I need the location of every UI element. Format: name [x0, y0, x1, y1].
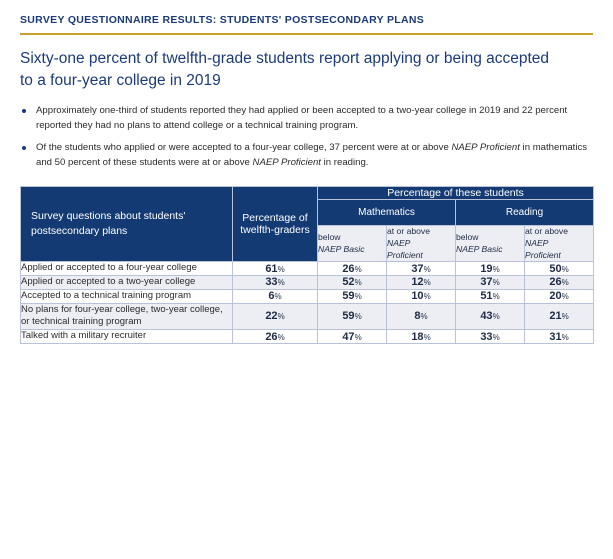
- row-reading-below-basic: [456, 262, 525, 276]
- list-item: Of the students who applied or were accepted to a four-year college, 37 percent were at or above NAEP Proficient in mathematics and 50 percent of these students were at or above NAEP Proficient in reading.: [20, 141, 592, 171]
- percent-symbol: %: [492, 278, 500, 288]
- row-math-at-or-above: [387, 276, 456, 290]
- value: 33: [265, 276, 278, 289]
- col-header-math-at-or-above-proficient: [387, 226, 456, 262]
- table-body: [21, 262, 594, 344]
- level-line-2: NAEP: [387, 238, 411, 249]
- row-reading-below-basic: [456, 289, 525, 303]
- value: 22: [265, 310, 278, 323]
- percent-symbol: %: [277, 312, 285, 322]
- section-eyebrow: SURVEY QUESTIONNAIRE RESULTS: STUDENTS' POSTSECONDARY PLANS: [20, 14, 425, 26]
- percent-symbol: %: [492, 264, 500, 274]
- row-math-below-basic: [318, 262, 387, 276]
- value: 51: [480, 290, 493, 303]
- percent-symbol: %: [354, 264, 362, 274]
- results-table: [20, 186, 594, 344]
- table-row: [21, 330, 594, 344]
- value: 6: [268, 290, 275, 303]
- row-reading-below-basic: [456, 276, 525, 290]
- value: 37: [480, 276, 493, 289]
- level-line-1: at or above: [387, 226, 430, 237]
- value: 47: [342, 330, 355, 343]
- percent-symbol: %: [561, 278, 569, 288]
- percent-symbol: %: [274, 292, 282, 302]
- value: 61: [265, 262, 278, 275]
- row-math-at-or-above: [387, 303, 456, 330]
- row-reading-at-or-above: [525, 276, 594, 290]
- percent-symbol: %: [420, 312, 428, 322]
- col-header-math-below-basic: [318, 226, 387, 262]
- percent-symbol: %: [354, 332, 362, 342]
- row-percentage: [233, 262, 318, 276]
- table-row: [21, 276, 594, 290]
- gold-divider: [20, 33, 593, 35]
- percent-symbol: %: [423, 332, 431, 342]
- percent-symbol: %: [277, 278, 285, 288]
- list-item: [20, 104, 592, 134]
- percent-symbol: %: [423, 278, 431, 288]
- row-reading-below-basic: [456, 330, 525, 344]
- row-math-at-or-above: [387, 330, 456, 344]
- percent-symbol: %: [561, 312, 569, 322]
- level-line-2: NAEP Basic: [456, 243, 503, 254]
- row-math-below-basic: [318, 289, 387, 303]
- value: 33: [480, 330, 493, 343]
- row-question: Applied or accepted to a four-year college: [21, 262, 233, 276]
- row-math-below-basic: [318, 330, 387, 344]
- percent-symbol: %: [561, 332, 569, 342]
- row-math-at-or-above: [387, 289, 456, 303]
- percent-symbol: %: [277, 264, 285, 274]
- value: 21: [549, 310, 562, 323]
- col-header-percentage-twelfth-graders: Percentage of twelfth-graders: [233, 187, 318, 262]
- row-percentage: [233, 289, 318, 303]
- value: 59: [342, 310, 355, 323]
- row-reading-at-or-above: [525, 289, 594, 303]
- value: 8: [414, 310, 421, 323]
- row-reading-at-or-above: [525, 303, 594, 330]
- level-line-3: Proficient: [525, 249, 561, 260]
- row-reading-at-or-above: [525, 330, 594, 344]
- value: 26: [549, 276, 562, 289]
- findings-list: [20, 104, 593, 170]
- percent-symbol: %: [423, 264, 431, 274]
- col-header-reading: Reading: [456, 200, 594, 226]
- row-math-below-basic: [318, 303, 387, 330]
- col-header-group: Percentage of these students: [318, 187, 594, 200]
- percent-symbol: %: [492, 292, 500, 302]
- row-reading-below-basic: [456, 303, 525, 330]
- col-header-reading-below-basic: [456, 226, 525, 262]
- value: 50: [549, 262, 562, 275]
- value: 43: [480, 310, 493, 323]
- percent-symbol: %: [492, 332, 500, 342]
- row-percentage: [233, 303, 318, 330]
- bullet-text-1: Approximately one-third of students reported they had applied or been accepted to a two-year college in 2019 and 22 percent reported they had no plans to attend college or a technical training program.: [36, 105, 568, 131]
- table-row: [21, 289, 594, 303]
- percent-symbol: %: [561, 264, 569, 274]
- table-header-row-group: [21, 187, 594, 200]
- table-row: [21, 303, 594, 330]
- value: 52: [342, 276, 355, 289]
- row-question: Talked with a military recruiter: [21, 330, 233, 344]
- row-question: Accepted to a technical training program: [21, 289, 233, 303]
- value: 31: [549, 330, 562, 343]
- value: 10: [411, 290, 424, 303]
- row-question: Applied or accepted to a two-year college: [21, 276, 233, 290]
- percent-symbol: %: [561, 292, 569, 302]
- level-line-2: NAEP: [525, 238, 549, 249]
- col-header-mathematics: Mathematics: [318, 200, 456, 226]
- percent-symbol: %: [354, 292, 362, 302]
- col-header-questions: Survey questions about students' postsecondary plans: [21, 187, 233, 262]
- level-line-3: Proficient: [387, 249, 423, 260]
- value: 26: [265, 330, 278, 343]
- row-percentage: [233, 276, 318, 290]
- row-percentage: [233, 330, 318, 344]
- row-math-at-or-above: [387, 262, 456, 276]
- row-question: No plans for four-year college, two-year college, or technical training program: [21, 303, 233, 330]
- value: 59: [342, 290, 355, 303]
- percent-symbol: %: [492, 312, 500, 322]
- value: 20: [549, 290, 562, 303]
- percent-symbol: %: [277, 332, 285, 342]
- value: 12: [411, 276, 424, 289]
- value: 37: [411, 262, 424, 275]
- col-header-reading-at-or-above-proficient: [525, 226, 594, 262]
- level-line-1: below: [456, 232, 479, 243]
- level-line-1: at or above: [525, 226, 568, 237]
- value: 26: [342, 262, 355, 275]
- table-row: [21, 262, 594, 276]
- page-title: Sixty-one percent of twelfth-grade students report applying or being accepted to a four-year college in 2019: [20, 50, 550, 89]
- value: 18: [411, 330, 424, 343]
- level-line-2: NAEP Basic: [318, 243, 365, 254]
- row-reading-at-or-above: [525, 262, 594, 276]
- value: 19: [480, 262, 493, 275]
- percent-symbol: %: [354, 312, 362, 322]
- percent-symbol: %: [354, 278, 362, 288]
- percent-symbol: %: [423, 292, 431, 302]
- row-math-below-basic: [318, 276, 387, 290]
- level-line-1: below: [318, 232, 341, 243]
